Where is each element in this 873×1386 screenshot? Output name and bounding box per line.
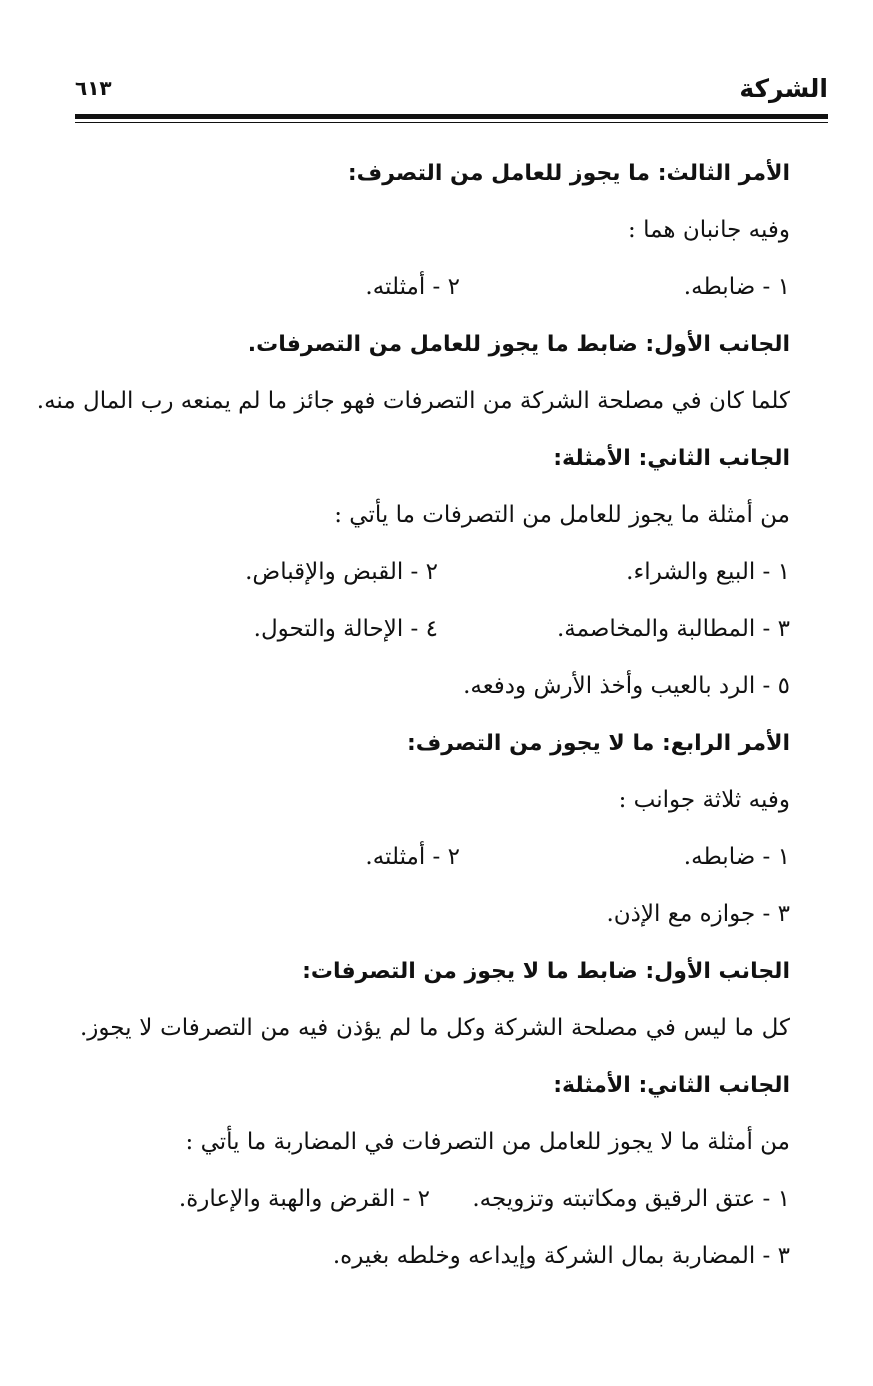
list-row bbox=[80, 829, 790, 886]
list-row bbox=[80, 259, 790, 316]
list-row bbox=[80, 601, 790, 658]
list-item: ١ - البيع والشراء. bbox=[626, 559, 790, 585]
paragraph: وفيه ثلاثة جوانب : bbox=[618, 787, 790, 813]
subsection-heading: الجانب الثاني: الأمثلة: bbox=[553, 446, 790, 471]
list-row bbox=[80, 1171, 790, 1228]
list-item: ١ - ضابطه. bbox=[683, 844, 790, 870]
list-item: ١ - عتق الرقيق ومكاتبته وتزويجه. bbox=[472, 1186, 790, 1212]
section-heading: الأمر الثالث: ما يجوز للعامل من التصرف: bbox=[347, 161, 790, 186]
list-item: ٥ - الرد بالعيب وأخذ الأرش ودفعه. bbox=[463, 673, 790, 699]
subsection-heading: الجانب الثاني: الأمثلة: bbox=[553, 1073, 790, 1098]
list-item: ٢ - أمثلته. bbox=[365, 274, 460, 300]
paragraph: كلما كان في مصلحة الشركة من التصرفات فهو جائز ما لم يمنعه رب المال منه. bbox=[36, 388, 790, 414]
page-body bbox=[36, 145, 790, 1285]
header-rule-thin bbox=[75, 122, 828, 123]
subsection-heading: الجانب الأول: ضابط ما يجوز للعامل من التصرفات. bbox=[247, 332, 790, 357]
paragraph: من أمثلة ما يجوز للعامل من التصرفات ما يأتي : bbox=[334, 502, 790, 528]
paragraph: من أمثلة ما لا يجوز للعامل من التصرفات في المضاربة ما يأتي : bbox=[185, 1129, 790, 1155]
list-item: ٢ - القرض والهبة والإعارة. bbox=[178, 1186, 430, 1212]
section-heading: الأمر الرابع: ما لا يجوز من التصرف: bbox=[406, 731, 790, 756]
paragraph: كل ما ليس في مصلحة الشركة وكل ما لم يؤذن فيه من التصرفات لا يجوز. bbox=[80, 1015, 790, 1041]
chapter-title: الشركة bbox=[739, 74, 828, 103]
page-number: ٦١٣ bbox=[75, 76, 112, 100]
list-item: ١ - ضابطه. bbox=[683, 274, 790, 300]
list-item: ٣ - المضاربة بمال الشركة وإيداعه وخلطه بغيره. bbox=[332, 1243, 790, 1269]
list-item: ٣ - جوازه مع الإذن. bbox=[606, 901, 790, 927]
paragraph: وفيه جانبان هما : bbox=[628, 217, 790, 243]
running-header bbox=[75, 72, 828, 112]
list-item: ٣ - المطالبة والمخاصمة. bbox=[556, 616, 790, 642]
subsection-heading: الجانب الأول: ضابط ما لا يجوز من التصرفات: bbox=[302, 959, 790, 984]
list-item: ٢ - أمثلته. bbox=[365, 844, 460, 870]
header-rule-thick bbox=[75, 114, 828, 119]
list-row bbox=[80, 544, 790, 601]
list-item: ٢ - القبض والإقباض. bbox=[245, 559, 438, 585]
list-item: ٤ - الإحالة والتحول. bbox=[253, 616, 438, 642]
